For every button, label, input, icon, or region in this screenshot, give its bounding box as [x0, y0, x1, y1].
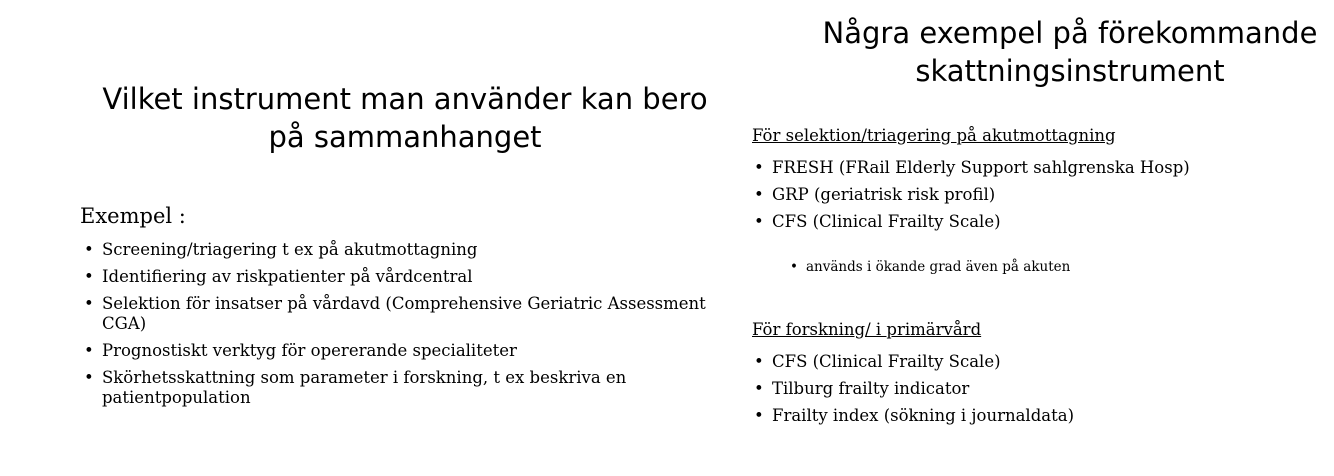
cfs-sub-list: [788, 258, 1070, 276]
list-item: • CFS (Clinical Frailty Scale): [752, 212, 1332, 232]
examples-heading: Exempel :: [80, 204, 186, 228]
list-item: • Screening/triagering t ex på akutmottagning: [82, 240, 712, 260]
list-item: • används i ökande grad även på akuten: [788, 258, 1070, 276]
list-item: • FRESH (FRail Elderly Support sahlgrenska Hosp): [752, 158, 1332, 178]
triage-section-heading: För selektion/triagering på akutmottagning: [752, 126, 1116, 145]
list-item: • Skörhetsskattning som parameter i forskning, t ex beskriva en patientpopulation: [82, 368, 712, 408]
right-slide-title: Några exempel på förekommande skattningsinstrument: [822, 16, 1318, 88]
list-item: • GRP (geriatrisk risk profil): [752, 185, 1332, 205]
list-item: • Prognostiskt verktyg för opererande specialiteter: [82, 341, 712, 361]
list-item: • Selektion för insatser på vårdavd (Comprehensive Geriatric Assessment CGA): [82, 294, 712, 334]
list-item: • CFS (Clinical Frailty Scale): [752, 352, 1332, 372]
list-item: • Frailty index (sökning i journaldata): [752, 406, 1332, 426]
left-slide-title: Vilket instrument man använder kan bero på sammanhanget: [102, 82, 708, 154]
research-instrument-list: [752, 352, 1332, 433]
examples-list: [82, 240, 712, 415]
research-section-heading: För forskning/ i primärvård: [752, 320, 982, 339]
triage-instrument-list: [752, 158, 1332, 239]
right-slide: [730, 0, 1334, 476]
list-item: • Identifiering av riskpatienter på vårdcentral: [82, 267, 712, 287]
list-item: • Tilburg frailty indicator: [752, 379, 1332, 399]
